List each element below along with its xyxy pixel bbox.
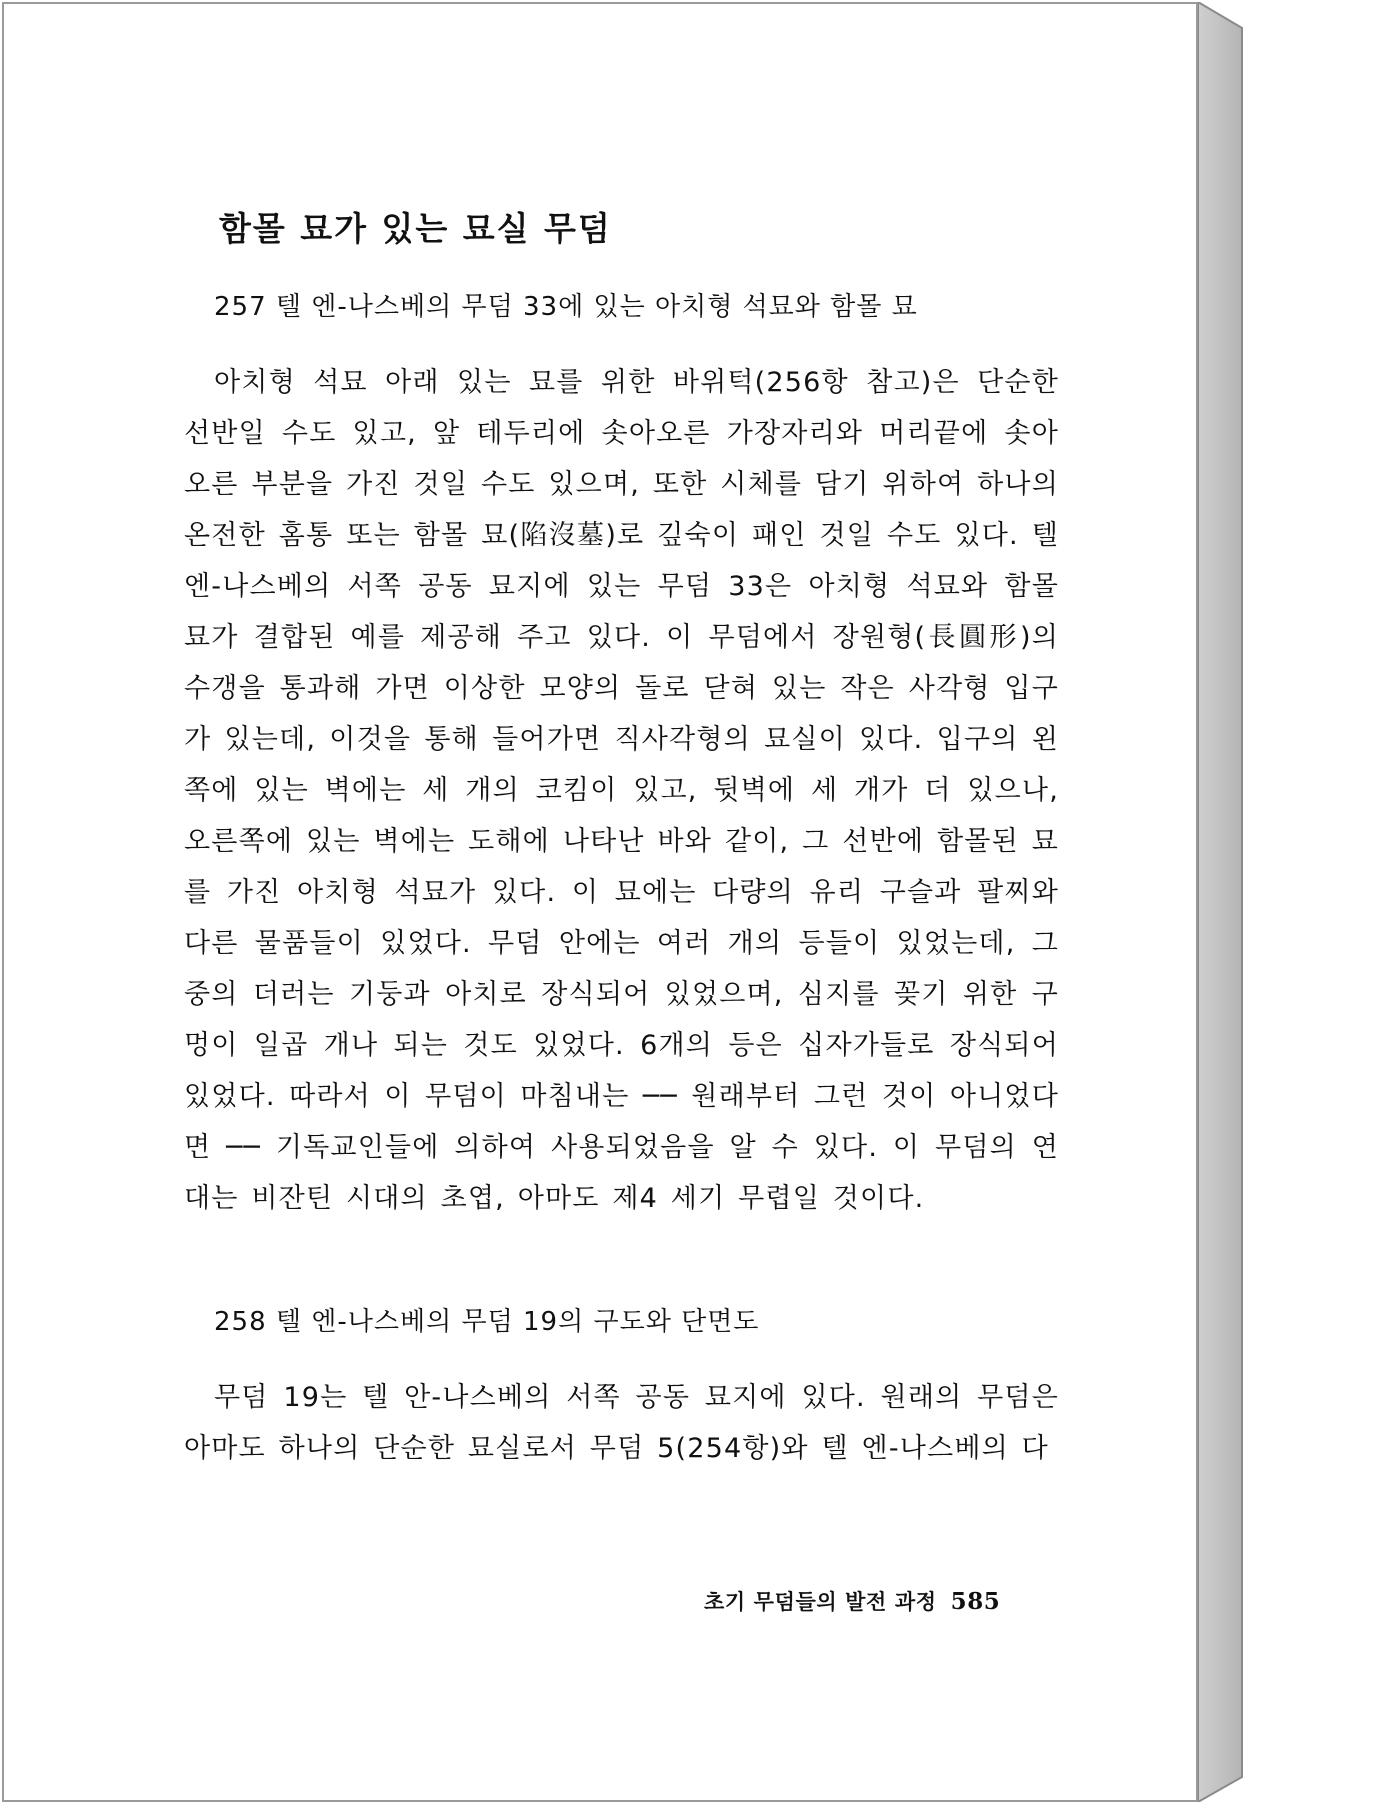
running-title: 초기 무덤들의 발전 과정 bbox=[704, 1590, 937, 1614]
book-spine-edge bbox=[1198, 2, 1246, 1802]
page-content bbox=[184, 199, 1059, 1474]
item-paragraph-257: 아치형 석묘 아래 있는 묘를 위한 바위턱(256항 참고)은 단순한 선반일 수도 있고, 앞 테두리에 솟아오른 가장자리와 머리끝에 솟아오른 부분을 가진 것일 수도 있으며, 또한 시체를 담기 위하여 하나의 온전한 홈통 또는 함몰 묘(陷沒墓)로 깊숙이 패인 것일 수도 있다. 텔 엔-나스베의 서쪽 공동 묘지에 있는 무덤 33은 아치형 석묘와 함몰 묘가 결합된 예를 제공해 주고 있다. 이 무덤에서 장원형(長圓形)의 수갱을 통과해 가면 이상한 모양의 돌로 닫혀 있는 작은 사각형 입구가 있는데, 이것을 통해 들어가면 직사각형의 묘실이 있다. 입구의 왼쪽에 있는 벽에는 세 개의 코킴이 있고, 뒷벽에 세 개가 더 있으나, 오른쪽에 있는 벽에는 도해에 나타난 바와 같이, 그 선반에 함몰된 묘를 가진 아치형 석묘가 있다. 이 묘에는 다량의 유리 구슬과 팔찌와 다른 물품들이 있었다. 무덤 안에는 여러 개의 등들이 있었는데, 그 중의 더러는 기둥과 아치로 장식되어 있었으며, 심지를 꽂기 위한 구멍이 일곱 개나 되는 것도 있었다. 6개의 등은 십자가들로 장식되어 있었다. 따라서 이 무덤이 마침내는 ── 원래부터 그런 것이 아니었다면 ── 기독교인들에 의하여 사용되었음을 알 수 있다. 이 무덤의 연대는 비잔틴 시대의 초엽, 아마도 제4 세기 무렵일 것이다. bbox=[184, 367, 1059, 1214]
section-title: 함몰 묘가 있는 묘실 무덤 bbox=[219, 209, 612, 248]
item-paragraph-258: 무덤 19는 텔 안-나스베의 서쪽 공동 묘지에 있다. 원래의 무덤은 아마도 하나의 단순한 묘실로서 무덤 5(254항)와 텔 엔-나스베의 다 bbox=[184, 1382, 1059, 1464]
book-page bbox=[2, 2, 1198, 1802]
item-heading-257: 257 텔 엔-나스베의 무덤 33에 있는 아치형 석묘와 함몰 묘 bbox=[214, 292, 918, 322]
page-footer bbox=[704, 1586, 1000, 1616]
item-heading-258: 258 텔 엔-나스베의 무덤 19의 구도와 단면도 bbox=[214, 1307, 760, 1337]
page-number: 585 bbox=[950, 1588, 1001, 1615]
